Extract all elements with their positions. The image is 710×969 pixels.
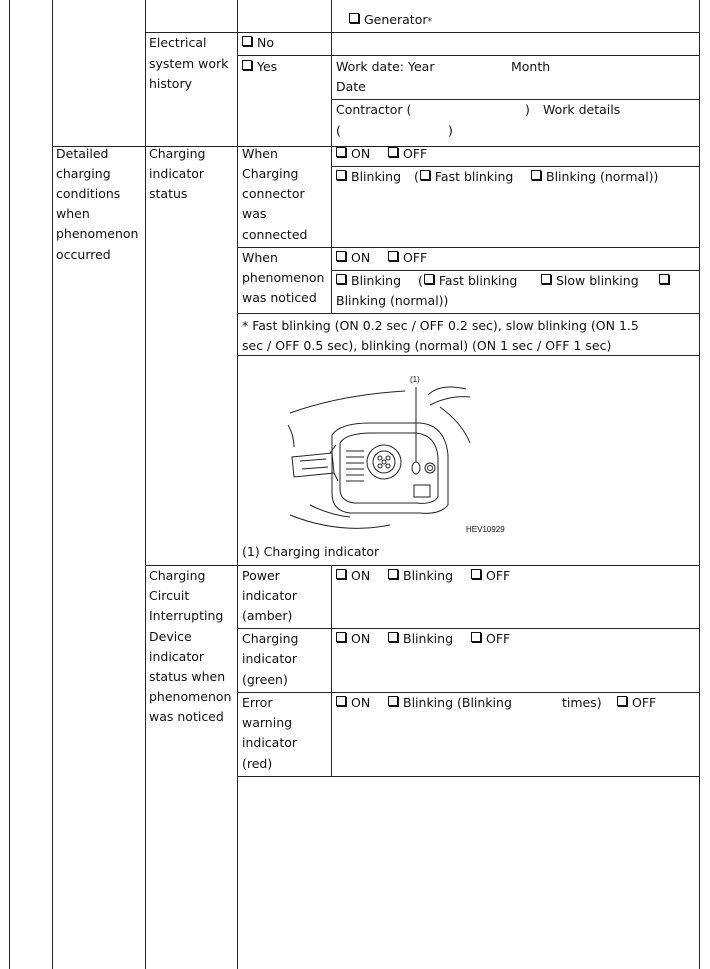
connector-blinking-option[interactable]: [336, 167, 401, 187]
label-line: (red): [242, 756, 273, 771]
power-blinking-option[interactable]: [388, 566, 453, 586]
checkbox-icon[interactable]: [471, 632, 481, 642]
option-label: Blinking: [403, 568, 454, 583]
label-line: Charging: [242, 631, 299, 646]
label-line: phenomenon: [56, 226, 139, 241]
label-line: was: [242, 206, 267, 221]
option-label: ON: [351, 568, 371, 583]
power-on-option[interactable]: [336, 566, 370, 586]
work-details-label: Work details: [543, 102, 621, 117]
checkbox-icon[interactable]: [336, 147, 346, 157]
option-label: OFF: [403, 146, 428, 161]
checkbox-icon[interactable]: [388, 696, 398, 706]
option-label: OFF: [632, 695, 657, 710]
label-line: Circuit: [149, 588, 190, 603]
error-off-option[interactable]: [617, 693, 656, 713]
work-date-year: Work date: Year: [336, 59, 435, 74]
option-label: Yes: [257, 59, 278, 74]
label-line: Power: [242, 568, 280, 583]
checkbox-icon[interactable]: [336, 696, 346, 706]
label-line: conditions: [56, 186, 121, 201]
power-off-option[interactable]: [471, 566, 510, 586]
checkbox-icon[interactable]: [242, 36, 252, 46]
label-line: indicator: [242, 588, 298, 603]
label-line: was noticed: [149, 709, 224, 724]
option-label: ON: [351, 631, 371, 646]
label-line: warning: [242, 715, 293, 730]
label-line: Charging: [242, 166, 299, 181]
checkbox-icon[interactable]: [388, 147, 398, 157]
noticed-slow-blinking-option[interactable]: [541, 271, 639, 291]
label-line: When: [242, 146, 278, 161]
checkbox-icon[interactable]: [336, 274, 346, 284]
checkbox-icon[interactable]: [336, 170, 346, 180]
noticed-off-option[interactable]: [388, 248, 427, 268]
noticed-blinking-option[interactable]: [336, 271, 401, 291]
label-line: phenomenon: [149, 689, 232, 704]
error-on-option[interactable]: [336, 693, 370, 713]
label-line: connector: [242, 186, 305, 201]
option-label: Fast blinking: [434, 169, 514, 184]
option-label: ON: [351, 250, 371, 265]
paren: (: [418, 273, 423, 288]
noticed-fast-blinking-option[interactable]: [418, 271, 517, 291]
details-open: (: [336, 123, 341, 138]
option-label: OFF: [486, 568, 511, 583]
label-line: Charging: [149, 146, 206, 161]
work-date-month: Month: [511, 59, 551, 74]
label-line: history: [149, 76, 192, 91]
generator-label: Generator: [364, 12, 428, 27]
checkbox-icon[interactable]: [388, 632, 398, 642]
error-blinking-option[interactable]: [388, 693, 512, 713]
label-line: when: [56, 206, 90, 221]
checkbox-icon[interactable]: [349, 13, 359, 23]
blinking-note-line: sec / OFF 0.5 sec), blinking (normal) (ON 1 sec / OFF 1 sec): [242, 338, 612, 353]
noticed-blinking-normal-label: Blinking (normal)): [336, 293, 449, 308]
label-line: indicator: [149, 166, 205, 181]
label-line: Interrupting: [149, 608, 224, 623]
label-line: Electrical: [149, 35, 207, 50]
label-line: Charging: [149, 568, 206, 583]
option-label: No: [257, 35, 274, 50]
checkbox-icon[interactable]: [388, 251, 398, 261]
checkbox-icon[interactable]: [471, 569, 481, 579]
connector-off-option[interactable]: [388, 144, 427, 164]
figure-code: HEV10929: [466, 525, 505, 534]
label-line: phenomenon: [242, 270, 325, 285]
footnote-mark: *: [427, 17, 432, 27]
option-label: Slow blinking: [556, 273, 639, 288]
option-label: OFF: [403, 250, 428, 265]
label-line: was noticed: [242, 290, 317, 305]
checkbox-icon[interactable]: [424, 274, 434, 284]
generator-option[interactable]: [349, 10, 432, 32]
label-line: (amber): [242, 608, 293, 623]
paren: (: [414, 169, 419, 184]
contractor-close: ): [525, 102, 530, 117]
figure-callout: (1): [410, 375, 420, 384]
checkbox-icon[interactable]: [388, 569, 398, 579]
charging-port-figure: [280, 365, 520, 540]
label-line: Detailed: [56, 146, 109, 161]
connector-blinking-normal-option[interactable]: [531, 167, 658, 187]
checkbox-icon[interactable]: [336, 632, 346, 642]
option-label: Blinking: [403, 631, 454, 646]
checkbox-icon[interactable]: [659, 274, 669, 284]
checkbox-icon[interactable]: [531, 170, 541, 180]
blinking-note-line: * Fast blinking (ON 0.2 sec / OFF 0.2 sec), slow blinking (ON 1.5: [242, 318, 639, 333]
charging-on-option[interactable]: [336, 629, 370, 649]
label-line: status when: [149, 669, 226, 684]
history-yes-option[interactable]: [242, 57, 277, 77]
noticed-blinking-normal-checkbox[interactable]: [659, 271, 674, 291]
label-line: system work: [149, 56, 229, 71]
label-line: charging: [56, 166, 111, 181]
charging-off-option[interactable]: [471, 629, 510, 649]
label-line: status: [149, 186, 188, 201]
label-line: occurred: [56, 247, 111, 262]
details-close: ): [448, 123, 453, 138]
label-line: Device: [149, 629, 192, 644]
charging-port-illustration: [280, 365, 520, 540]
connector-on-option[interactable]: [336, 144, 370, 164]
option-label: ON: [351, 146, 371, 161]
option-label: Blinking: [351, 273, 402, 288]
figure-caption: (1) Charging indicator: [242, 544, 380, 559]
label-line: (green): [242, 672, 288, 687]
label-line: connected: [242, 227, 308, 242]
option-label: Blinking (Blinking: [403, 695, 512, 710]
option-label: Fast blinking: [438, 273, 518, 288]
label-line: indicator: [149, 649, 205, 664]
checkbox-icon[interactable]: [541, 274, 551, 284]
option-label: Blinking (normal)): [546, 169, 659, 184]
label-line: indicator: [242, 651, 298, 666]
contractor-open: Contractor (: [336, 102, 412, 117]
checkbox-icon[interactable]: [336, 569, 346, 579]
label-line: Error: [242, 695, 273, 710]
noticed-on-option[interactable]: [336, 248, 370, 268]
connector-fast-blinking-option[interactable]: [414, 167, 513, 187]
charging-blinking-option[interactable]: [388, 629, 453, 649]
option-label: ON: [351, 695, 371, 710]
history-no-option[interactable]: [242, 33, 274, 53]
option-label: OFF: [486, 631, 511, 646]
error-blinking-times: times): [562, 695, 602, 710]
work-date-date: Date: [336, 79, 366, 94]
checkbox-icon[interactable]: [420, 170, 430, 180]
checkbox-icon[interactable]: [336, 251, 346, 261]
label-line: indicator: [242, 735, 298, 750]
option-label: Blinking: [351, 169, 402, 184]
checkbox-icon[interactable]: [617, 696, 627, 706]
label-line: When: [242, 250, 278, 265]
checkbox-icon[interactable]: [242, 60, 252, 70]
